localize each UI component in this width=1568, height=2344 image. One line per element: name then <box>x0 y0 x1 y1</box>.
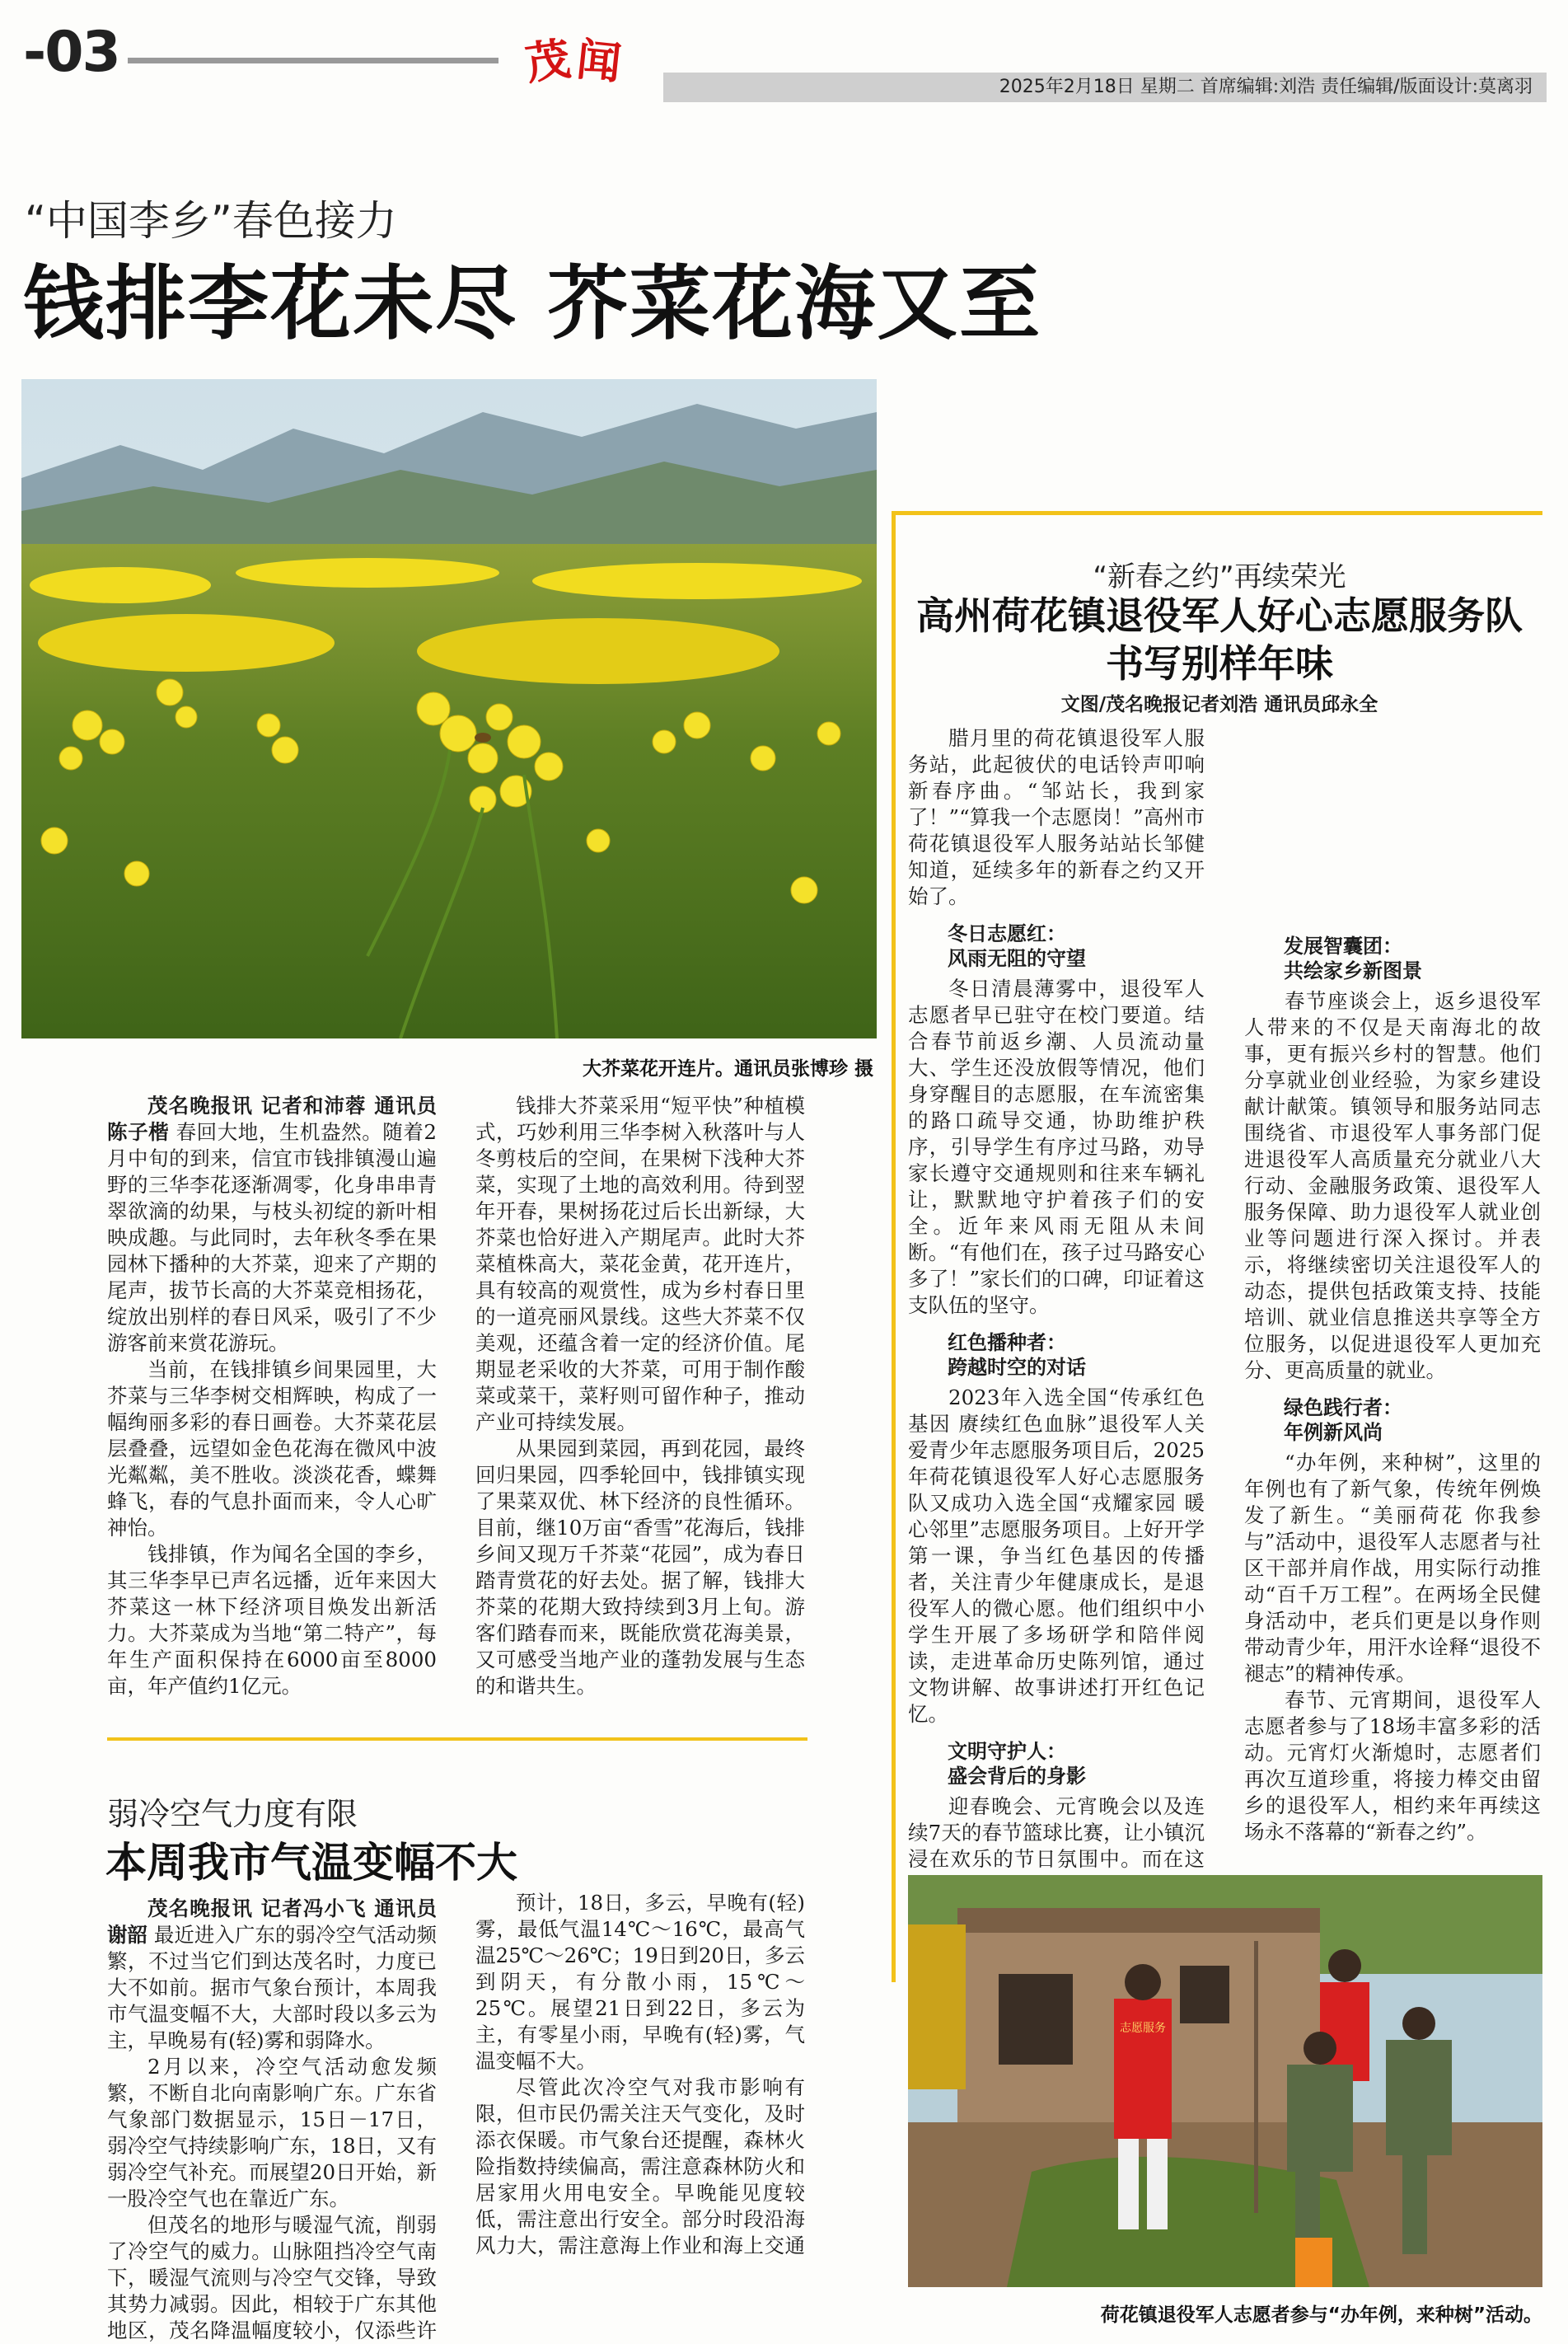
paragraph: 但茂名的地形与暖湿气流，削弱了冷空气的威力。山脉阻挡冷空气南下，暖湿气流则与冷空气交锋，导致其势力减弱。因此，相较于广东其他地区，茂名降温幅度较小，仅添些许 <box>107 2213 437 2342</box>
section-logo <box>523 33 624 89</box>
paragraph-text: 最近进入广东的弱冷空气活动频繁，不过当它们到达茂名时，力度已大不如前。据市气象台预计，本周我市气温变幅不大，大部时段以多云为主，早晚易有(轻)雾和弱降水。 <box>107 1923 438 2052</box>
paragraph: “办年例，来种树”，这里的年例也有了新气象，传统年例焕发了新生。“美丽荷花 你我参与”活动中，退役军人志愿者与社区干部并肩作战，用实际行动推动“百千万工程”。在两场全民健身活动中，老兵们更是以身作则带动青少年，用汗水诠释“退役不褪志”的精神传承。 <box>1244 1451 1541 1685</box>
paragraph: 从果园到菜园，再到花园，最终回归果园，四季轮回中，钱排镇实现了果菜双优、林下经济的良性循环。目前，继10万亩“香雪”花海后，钱排乡间又现万千芥菜“花园”，成为春日踏青赏花的好去处。据了解，钱排大芥菜的花期大致持续到3月上旬。游客们踏春而来，既能欣赏花海美景，又可感受当地产业的蓬勃发展与生态的和谐共生。 <box>475 1437 805 1698</box>
article-lead: 茂名晚报讯 记者冯小飞 通讯员谢韶 <box>107 1896 437 1947</box>
paragraph: 钱排大芥菜采用“短平快”种植模式，巧妙利用三华李树入秋落叶与人冬剪枝后的空间，在果树下浅种大芥菜，实现了土地的高效利用。待到翌年开春，果树扬花过后长出新绿，大芥菜也恰好进入产期尾声。此时大芥菜植株高大，菜花金黄，花开连片，具有较高的观赏性，成为乡村春日里的一道亮丽风景线。这些大芥菜不仅美观，还蕴含着一定的经济价值。尾期显老采收的大芥菜，可用于制作酸菜或菜干，菜籽则可留作种子，推动产业可持续发展。 <box>475 1094 805 1434</box>
subheading: 发展智囊团： 共绘家乡新图景 <box>1284 935 1422 982</box>
box-border-top <box>892 511 1542 515</box>
paragraph: 当前，在钱排镇乡间果园里，大芥菜与三华李树交相辉映，构成了一幅绚丽多彩的春日画卷。大芥菜花层层叠叠，远望如金色花海在微风中波光粼粼，美不胜收。淡淡花香，蝶舞蜂飞，春的气息扑面而来，令人心旷神怡。 <box>107 1357 437 1540</box>
paragraph: 2月以来，冷空气活动愈发频繁，不断自北向南影响广东。广东省气象部门数据显示，15日－17日，弱冷空气持续影响广东，18日，又有弱冷空气补充。而展望20日开始，新一股冷空气也在靠近广东。 <box>107 2055 437 2210</box>
paragraph: 迎春晚会、元宵晚会以及连续7天的春节篮球比赛，让小镇沉浸在欢乐的节日氛围中。而在这 <box>908 1794 1205 1871</box>
weather-article-column-1 <box>107 1896 437 2344</box>
paragraph: 春节座谈会上，返乡退役军人带来的不仅是天南海北的故事，更有振兴乡村的智慧。他们分享就业创业经验，为家乡建设献计献策。镇领导和服务站同志围绕省、市退役军人事务部门促进退役军人高质量充分就业八大行动、金融服务政策、退役军人服务保障、助力退役军人就业创业等问题进行深入探讨。并表示，将继续密切关注退役军人的动态，提供包括政策支持、技能培训、就业信息推送共享等全方位服务，以促进退役军人更加充分、更高质量的就业。 <box>1244 989 1541 1382</box>
photo-caption: 大芥菜花开连片。通讯员张博珍 摄 <box>582 1058 873 1080</box>
section-logo-char: 闻 <box>573 32 625 90</box>
paragraph: 冬日清晨薄雾中，退役军人志愿者早已驻守在校门要道。结合春节前返乡潮、人员流动量大、学生还没放假等情况，他们身穿醒目的志愿服，在车流密集的路口疏导交通，协助维护秩序，引导学生有序过马路，劝导家长遵守交通规则和往来车辆礼让，默默地守护着孩子们的安全。近年来风雨无阻从未间断。“有他们在，孩子过马路安心多了！”家长们的口碑，印证着这支队伍的坚守。 <box>908 977 1205 1317</box>
volunteer-article-column-1 <box>908 725 1205 1952</box>
volunteer-article-column-2 <box>1244 720 1541 1845</box>
paragraph <box>107 1093 437 1357</box>
subheading: 文明守护人： 盛会背后的身影 <box>948 1740 1086 1788</box>
subheading: 红色播种者： 跨越时空的对话 <box>948 1331 1086 1379</box>
section-logo-char: 茂 <box>522 31 574 91</box>
page-number: -03 <box>23 20 119 85</box>
main-article-title: 钱排李花未尽 芥菜花海又至 <box>23 257 1042 351</box>
main-article-column-1 <box>107 1093 437 1699</box>
title-line: 书写别样年味 <box>1106 641 1333 686</box>
title-line: 高州荷花镇退役军人好心志愿服务队 <box>916 593 1523 638</box>
paragraph: 预计，18日，多云，早晚有(轻)雾，最低气温14℃～16℃，最高气温25℃～26℃；19日到20日，多云到阴天，有分散小雨，15℃～25℃。展望21日到22日，多云为主，有零星小雨，早晚有(轻)雾，气温变幅不大。 <box>475 1891 806 2073</box>
section-divider <box>107 1737 807 1741</box>
paragraph: 尽管此次冷空气对我市影响有限，但市民仍需关注天气变化，及时添衣保暖。市气象台还提醒，森林火险指数持续偏高，需注意森林防火和居家用火用电安全。早晚能见度较低，需注意出行安全。部分时段沿海风力大，需注意海上作业和海上交通 <box>475 2075 805 2257</box>
tree-planting-photo <box>908 1875 1542 2287</box>
volunteer-article-title <box>898 592 1541 687</box>
main-article-column-2 <box>475 1093 805 1699</box>
subheading: 绿色践行者： 年例新风尚 <box>1284 1396 1402 1444</box>
main-article-kicker: “中国李乡”春色接力 <box>25 197 397 245</box>
vest-text: 志愿服务 <box>1120 2022 1166 2035</box>
paragraph: 腊月里的荷花镇退役军人服务站，此起彼伏的电话铃声叩响新春序曲。“邹站长，我到家了！”“算我一个志愿岗！”高州市荷花镇退役军人服务站站长邹健知道，延续多年的新春之约又开始了。 <box>908 726 1205 908</box>
paragraph-text: 春回大地，生机盎然。随着2月中旬的到来，信宜市钱排镇漫山遍野的三华李花逐渐凋零，化身串串青翠欲滴的幼果，与枝头初绽的新叶相映成趣。与此同时，去年秋冬季在果园林下播种的大芥菜，迎来了产期的尾声，拔节长高的大芥菜竞相扬花，绽放出别样的春日风采，吸引了不少游客前来赏花游玩。 <box>107 1120 437 1355</box>
paragraph: 2023年入选全国“传承红色基因 赓续红色血脉”退役军人关爱青少年志愿服务项目后，2025年荷花镇退役军人好心志愿服务队又成功入选全国“戎耀家园 暖心邻里”志愿服务项目。上好开学第一课，争当红色基因的传播者，关注青少年健康成长，是退役军人的微心愿。他们组织中小学生开展了多场研学和陪伴阅读，走进革命历史陈列馆，通过文物讲解、故事讲述打开红色记忆。 <box>908 1385 1205 1726</box>
volunteer-article-kicker: “新春之约”再续荣光 <box>1093 560 1346 593</box>
weather-article-column-2 <box>475 1890 805 2259</box>
article-lead: 茂名晚报讯 记者和沛蓉 通讯员陈子楷 <box>107 1094 437 1144</box>
paragraph: 春节、元宵期间，退役军人志愿者参与了18场丰富多彩的活动。元宵灯火渐熄时，志愿者们再次互道珍重，将接力棒交由留乡的退役军人，相约来年再续这场永不落幕的“新春之约”。 <box>1244 1688 1541 1844</box>
subheading: 冬日志愿红： 风雨无阻的守望 <box>948 922 1086 970</box>
volunteer-article-byline: 文图/茂名晚报记者刘浩 通讯员邱永全 <box>1060 694 1378 715</box>
header-rule <box>128 58 498 63</box>
box-border-left <box>892 515 896 1982</box>
weather-article-kicker: 弱冷空气力度有限 <box>107 1796 358 1832</box>
photo-caption: 荷花镇退役军人志愿者参与“办年例，来种树”活动。 <box>1100 2304 1542 2326</box>
dateline: 2025年2月18日 星期二 首席编辑:刘浩 责任编辑/版面设计:莫离羽 <box>999 77 1533 97</box>
rapeseed-flower-photo <box>21 379 877 1038</box>
paragraph <box>107 1896 437 2054</box>
weather-article-title: 本周我市气温变幅不大 <box>105 1839 517 1887</box>
paragraph: 钱排镇，作为闻名全国的李乡，其三华李早已声名远播，近年来因大芥菜这一林下经济项目焕发出新活力。大芥菜成为当地“第二特产”，每年生产面积保持在6000亩至8000亩，年产值约1亿元。 <box>107 1542 437 1698</box>
